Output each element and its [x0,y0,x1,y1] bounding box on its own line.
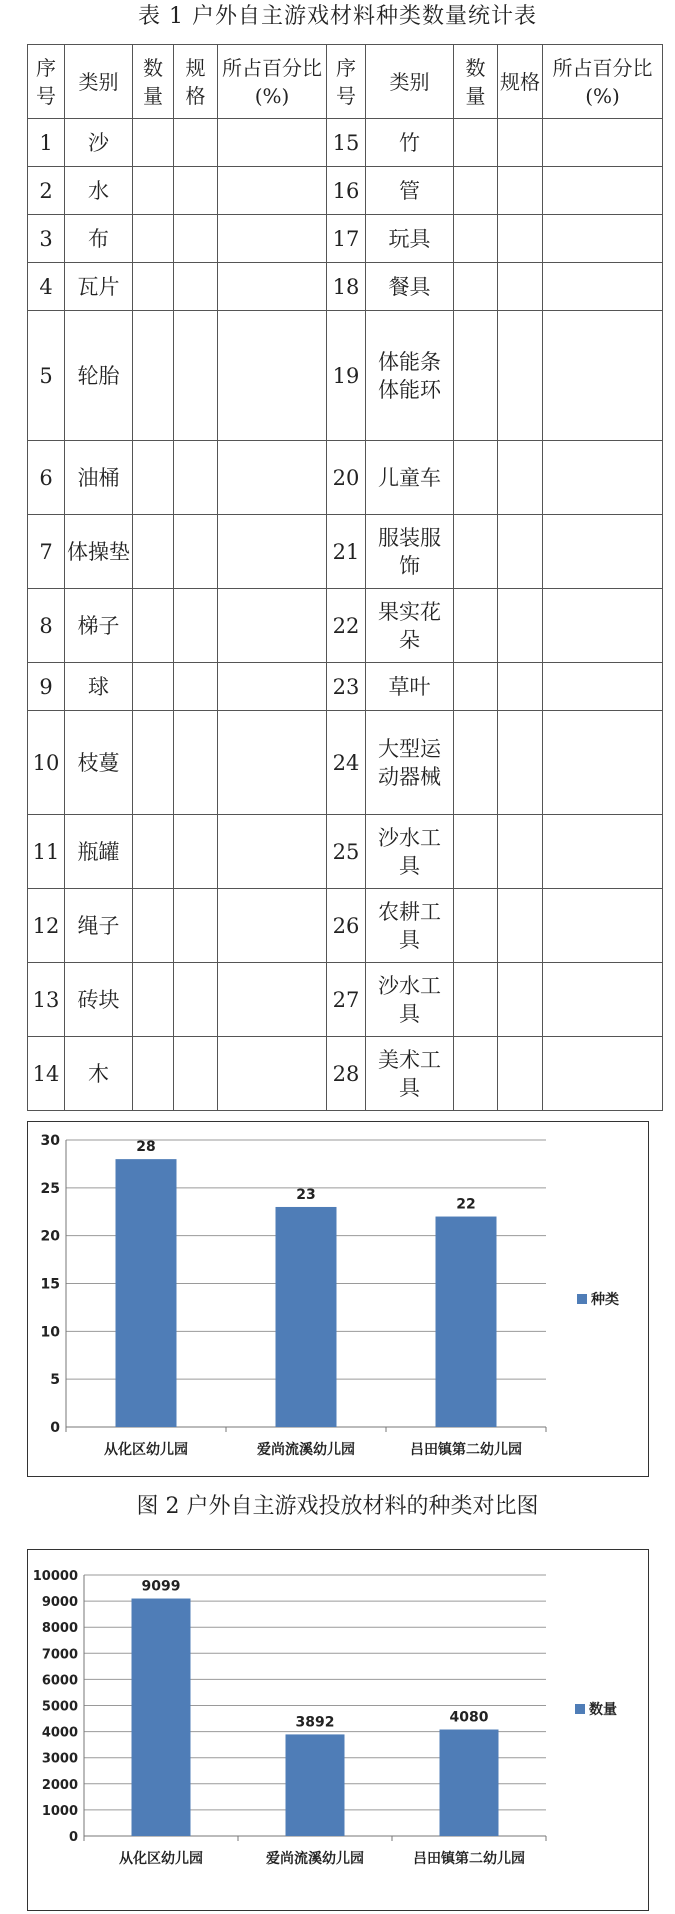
percent-cell [218,311,327,441]
spec-cell [498,311,543,441]
quantity-cell [454,441,498,515]
percent-cell [543,711,663,815]
x-tick-label: 爱尚流溪幼儿园 [257,1442,355,1458]
spec-cell [498,167,543,215]
category-cell: 体能条体能环 [366,311,454,441]
x-tick-label: 爱尚流溪幼儿园 [266,1851,364,1867]
percent-cell [218,815,327,889]
spec-cell [498,119,543,167]
quantity-cell [133,963,174,1037]
percent-cell [218,889,327,963]
spec-cell [174,663,218,711]
spec-cell [174,215,218,263]
category-cell: 绳子 [65,889,133,963]
category-cell: 枝蔓 [65,711,133,815]
percent-cell [543,1037,663,1111]
quantity-cell [454,711,498,815]
spec-cell [174,889,218,963]
y-tick-label: 9000 [41,1595,78,1611]
spec-cell [174,515,218,589]
row-number-cell: 14 [28,1037,65,1111]
row-number-cell: 28 [327,1037,366,1111]
table-row [28,441,663,515]
percent-cell [218,963,327,1037]
row-number-cell: 1 [28,119,65,167]
category-cell: 儿童车 [366,441,454,515]
spec-cell [174,119,218,167]
spec-cell [498,1037,543,1111]
y-tick-label: 5 [50,1372,60,1389]
quantity-cell [454,1037,498,1111]
y-tick-label: 3000 [41,1751,78,1767]
row-number-cell: 20 [327,441,366,515]
row-number-cell: 8 [28,589,65,663]
quantity-cell [133,815,174,889]
row-number-cell: 7 [28,515,65,589]
header-cell: 所占百分比(%) [543,45,663,119]
percent-cell [218,263,327,311]
data-label: 23 [296,1186,316,1203]
x-tick-label: 从化区幼儿园 [104,1442,188,1458]
category-cell: 大型运动器械 [366,711,454,815]
category-cell: 体操垫 [65,515,133,589]
category-cell: 球 [65,663,133,711]
y-tick-label: 4000 [41,1725,78,1741]
quantity-cell [454,515,498,589]
y-tick-label: 25 [40,1180,60,1197]
bar [440,1730,499,1836]
row-number-cell: 16 [327,167,366,215]
bar [276,1207,337,1427]
category-cell: 布 [65,215,133,263]
quantity-cell [454,215,498,263]
quantity-cell [133,441,174,515]
quantity-cell [454,119,498,167]
row-number-cell: 5 [28,311,65,441]
quantity-cell [133,589,174,663]
chart-frame-types [27,1121,649,1477]
row-number-cell: 17 [327,215,366,263]
percent-cell [543,441,663,515]
y-tick-label: 30 [40,1133,60,1149]
category-cell: 服装服饰 [366,515,454,589]
y-tick-label: 20 [40,1228,60,1245]
row-number-cell: 26 [327,889,366,963]
spec-cell [498,515,543,589]
legend-label: 种类 [591,1292,619,1308]
spec-cell [174,711,218,815]
spec-cell [498,889,543,963]
spec-cell [498,441,543,515]
category-cell: 梯子 [65,589,133,663]
spec-cell [174,441,218,515]
header-cell: 序号 [28,45,65,119]
y-tick-label: 10 [40,1324,60,1341]
chart-types-svg [28,1122,648,1476]
spec-cell [174,815,218,889]
percent-cell [543,815,663,889]
y-tick-label: 0 [50,1420,60,1436]
spec-cell [498,711,543,815]
percent-cell [218,441,327,515]
data-label: 9099 [141,1578,181,1595]
x-tick-label: 吕田镇第二幼儿园 [410,1442,522,1458]
quantity-cell [454,963,498,1037]
category-cell: 玩具 [366,215,454,263]
legend-swatch [577,1294,587,1304]
y-tick-label: 0 [68,1830,78,1845]
row-number-cell: 22 [327,589,366,663]
table-row [28,515,663,589]
percent-cell [543,119,663,167]
category-cell: 水 [65,167,133,215]
percent-cell [218,589,327,663]
category-cell: 瓦片 [65,263,133,311]
category-cell: 餐具 [366,263,454,311]
table-row [28,589,663,663]
spec-cell [498,663,543,711]
y-tick-label: 7000 [41,1647,78,1663]
y-tick-label: 6000 [41,1673,78,1689]
row-number-cell: 21 [327,515,366,589]
percent-cell [543,215,663,263]
y-tick-label: 5000 [41,1699,78,1715]
quantity-cell [133,167,174,215]
x-tick-label: 吕田镇第二幼儿园 [413,1851,525,1867]
spec-cell [174,589,218,663]
material-stat-table [27,44,663,1111]
bar [286,1734,345,1836]
header-cell: 类别 [65,45,133,119]
quantity-cell [454,311,498,441]
row-number-cell: 2 [28,167,65,215]
quantity-cell [133,515,174,589]
header-cell: 数量 [454,45,498,119]
percent-cell [218,515,327,589]
quantity-cell [133,711,174,815]
chart-quantity-svg [28,1550,648,1910]
row-number-cell: 10 [28,711,65,815]
percent-cell [218,1037,327,1111]
category-cell: 竹 [366,119,454,167]
spec-cell [498,963,543,1037]
header-cell: 规格 [174,45,218,119]
percent-cell [543,589,663,663]
table-row [28,215,663,263]
category-cell: 沙水工具 [366,815,454,889]
data-label: 3892 [295,1714,335,1731]
legend-label: 数量 [589,1702,617,1718]
table-row [28,263,663,311]
row-number-cell: 9 [28,663,65,711]
quantity-cell [133,663,174,711]
percent-cell [218,215,327,263]
header-cell: 规格 [498,45,543,119]
category-cell: 瓶罐 [65,815,133,889]
quantity-cell [133,263,174,311]
header-cell: 所占百分比(%) [218,45,327,119]
spec-cell [174,311,218,441]
quantity-cell [133,119,174,167]
y-tick-label: 1000 [41,1803,78,1819]
category-cell: 砖块 [65,963,133,1037]
spec-cell [498,589,543,663]
row-number-cell: 18 [327,263,366,311]
row-number-cell: 27 [327,963,366,1037]
category-cell: 木 [65,1037,133,1111]
table-row [28,311,663,441]
header-cell: 类别 [366,45,454,119]
percent-cell [543,889,663,963]
row-number-cell: 3 [28,215,65,263]
table-row [28,663,663,711]
percent-cell [218,711,327,815]
bar [116,1159,177,1427]
quantity-cell [133,215,174,263]
quantity-cell [454,889,498,963]
table-row [28,889,663,963]
quantity-cell [454,263,498,311]
y-tick-label: 8000 [41,1621,78,1637]
category-cell: 果实花朵 [366,589,454,663]
row-number-cell: 24 [327,711,366,815]
percent-cell [543,311,663,441]
row-number-cell: 23 [327,663,366,711]
x-tick-label: 从化区幼儿园 [119,1851,203,1867]
percent-cell [543,167,663,215]
row-number-cell: 6 [28,441,65,515]
category-cell: 沙 [65,119,133,167]
legend-swatch [575,1704,585,1714]
quantity-cell [133,889,174,963]
spec-cell [174,963,218,1037]
bar [436,1217,497,1427]
spec-cell [174,1037,218,1111]
percent-cell [543,963,663,1037]
category-cell: 管 [366,167,454,215]
quantity-cell [454,815,498,889]
row-number-cell: 19 [327,311,366,441]
table-row [28,963,663,1037]
quantity-cell [454,589,498,663]
table-header-row [28,45,663,119]
header-cell: 序号 [327,45,366,119]
quantity-cell [454,663,498,711]
spec-cell [498,815,543,889]
percent-cell [218,167,327,215]
spec-cell [498,215,543,263]
spec-cell [174,263,218,311]
percent-cell [218,663,327,711]
row-number-cell: 4 [28,263,65,311]
table-title: 表 1 户外自主游戏材料种类数量统计表 [138,4,537,29]
spec-cell [498,263,543,311]
table-row [28,119,663,167]
percent-cell [218,119,327,167]
quantity-cell [133,1037,174,1111]
row-number-cell: 13 [28,963,65,1037]
table-row [28,815,663,889]
row-number-cell: 11 [28,815,65,889]
category-cell: 沙水工具 [366,963,454,1037]
data-label: 28 [136,1139,156,1156]
y-tick-label: 2000 [41,1777,78,1793]
category-cell: 轮胎 [65,311,133,441]
table-row [28,1037,663,1111]
row-number-cell: 25 [327,815,366,889]
category-cell: 美术工具 [366,1037,454,1111]
percent-cell [543,515,663,589]
row-number-cell: 15 [327,119,366,167]
header-cell: 数量 [133,45,174,119]
chart-frame-quantity [27,1549,649,1911]
table-row [28,167,663,215]
table-body [28,119,663,1111]
percent-cell [543,663,663,711]
row-number-cell: 12 [28,889,65,963]
category-cell: 油桶 [65,441,133,515]
y-tick-label: 10000 [32,1569,78,1584]
data-label: 22 [456,1196,476,1213]
category-cell: 草叶 [366,663,454,711]
category-cell: 农耕工具 [366,889,454,963]
y-tick-label: 15 [40,1276,60,1293]
spec-cell [174,167,218,215]
quantity-cell [454,167,498,215]
percent-cell [543,263,663,311]
quantity-cell [133,311,174,441]
data-label: 4080 [449,1709,489,1726]
bar [132,1599,191,1836]
table-row [28,711,663,815]
figure-caption: 图 2 户外自主游戏投放材料的种类对比图 [136,1494,539,1519]
